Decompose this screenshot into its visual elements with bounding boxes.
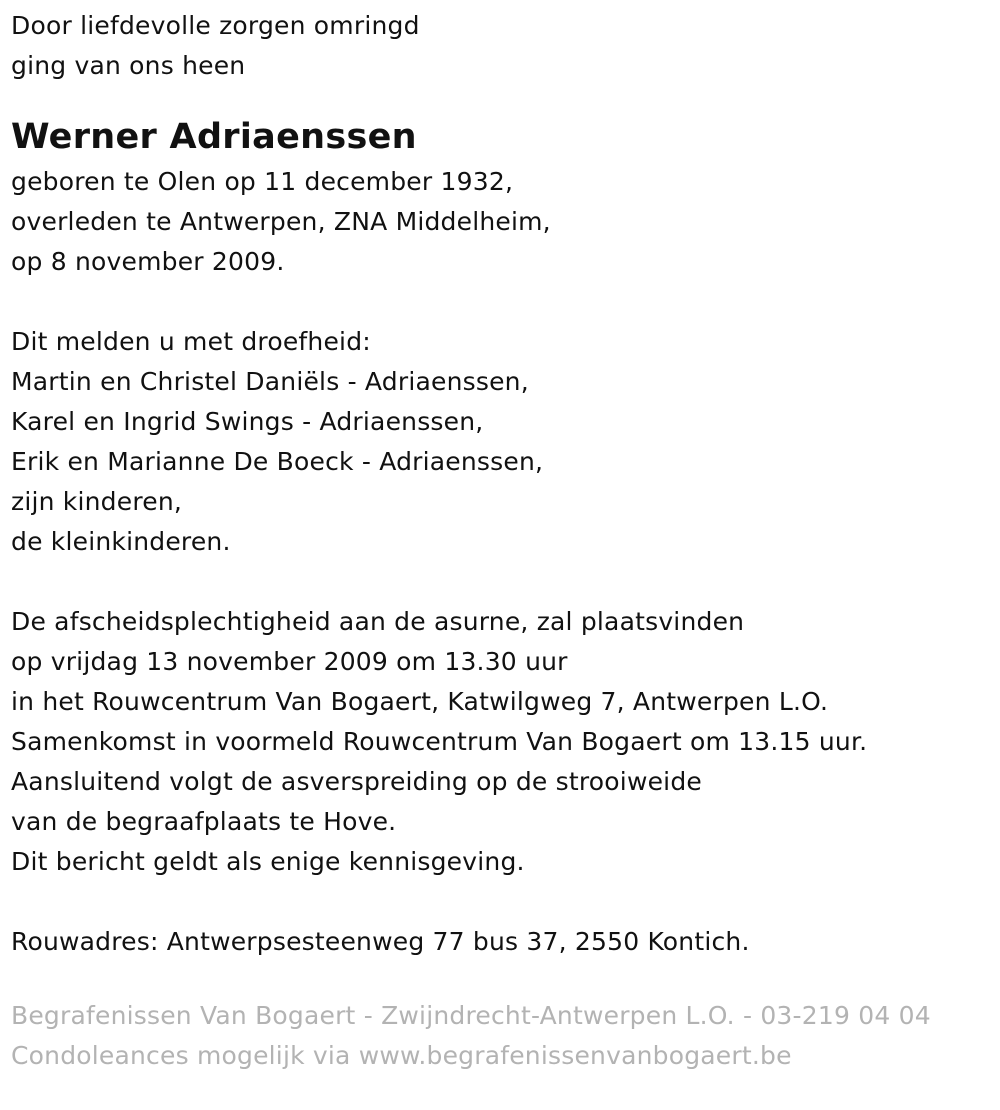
funeral-home-footer	[11, 996, 991, 1076]
intro-line-1: Door liefdevolle zorgen omringd	[11, 11, 420, 40]
intro-line-2: ging van ons heen	[11, 51, 246, 80]
family-member: Martin en Christel Daniëls - Adriaenssen,	[11, 367, 529, 396]
mourning-address: Rouwadres: Antwerpsesteenweg 77 bus 37, 2550 Kontich.	[11, 927, 750, 956]
ceremony-line: Samenkomst in voormeld Rouwcentrum Van Bogaert om 13.15 uur.	[11, 727, 868, 756]
family-member: zijn kinderen,	[11, 487, 183, 516]
family-section	[11, 322, 991, 562]
family-heading: Dit melden u met droefheid:	[11, 327, 371, 356]
birth-line: geboren te Olen op 11 december 1932,	[11, 167, 514, 196]
ceremony-section	[11, 602, 991, 882]
intro-section	[11, 6, 991, 86]
death-date-line: op 8 november 2009.	[11, 247, 285, 276]
condolence-website: Condoleances mogelijk via www.begrafenissenvanbogaert.be	[11, 1041, 792, 1070]
deceased-name: Werner Adriaenssen	[11, 117, 417, 157]
death-place-line: overleden te Antwerpen, ZNA Middelheim,	[11, 207, 551, 236]
ceremony-line: op vrijdag 13 november 2009 om 13.30 uur	[11, 647, 568, 676]
ceremony-line: van de begraafplaats te Hove.	[11, 807, 397, 836]
ceremony-line: in het Rouwcentrum Van Bogaert, Katwilgweg 7, Antwerpen L.O.	[11, 687, 829, 716]
ceremony-line: De afscheidsplechtigheid aan de asurne, zal plaatsvinden	[11, 607, 745, 636]
family-member: Karel en Ingrid Swings - Adriaenssen,	[11, 407, 484, 436]
funeral-home-contact: Begrafenissen Van Bogaert - Zwijndrecht-Antwerpen L.O. - 03-219 04 04	[11, 1001, 931, 1030]
family-member: Erik en Marianne De Boeck - Adriaenssen,	[11, 447, 544, 476]
ceremony-line: Aansluitend volgt de asverspreiding op de strooiweide	[11, 767, 702, 796]
deceased-section	[11, 112, 991, 282]
ceremony-line: Dit bericht geldt als enige kennisgeving.	[11, 847, 525, 876]
family-member: de kleinkinderen.	[11, 527, 231, 556]
death-notice	[11, 6, 991, 1076]
